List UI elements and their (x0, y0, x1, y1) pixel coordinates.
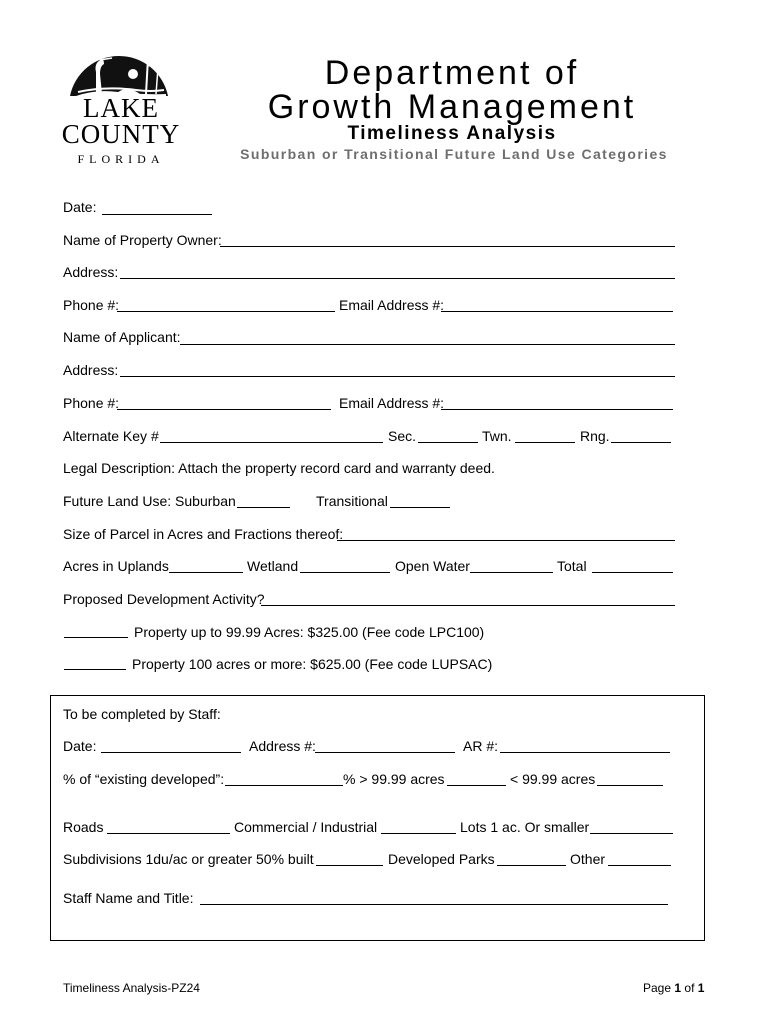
section-label: Sec. (388, 428, 417, 444)
logo-text-florida: FLORIDA (77, 152, 165, 166)
subdivisions-label: Subdivisions 1du/ac or greater 50% built (63, 851, 314, 867)
other-field[interactable] (608, 865, 671, 866)
lots-field[interactable] (590, 833, 673, 834)
parks-field[interactable] (497, 865, 566, 866)
applicant-phone-label: Phone #: (63, 395, 120, 411)
county-logo (56, 34, 186, 164)
page-current: 1 (674, 981, 682, 995)
staff-address-field[interactable] (315, 752, 455, 753)
township-field[interactable] (515, 442, 575, 443)
total-label: Total (557, 558, 587, 574)
owner-email-label: Email Address #: (339, 297, 445, 313)
less-acres-field[interactable] (597, 785, 663, 786)
staff-date-label: Date: (63, 738, 97, 754)
applicant-email-field[interactable] (441, 409, 673, 410)
applicant-email-label: Email Address #: (339, 395, 445, 411)
applicant-address-label: Address: (63, 362, 119, 378)
proposed-activity-field[interactable] (261, 605, 675, 606)
logo-text-lake: LAKE (83, 93, 159, 123)
owner-address-label: Address: (63, 264, 119, 280)
form-subtitle: Timeliness Analysis (347, 123, 557, 144)
owner-phone-label: Phone #: (63, 297, 120, 313)
parcel-size-field[interactable] (337, 540, 675, 541)
staff-address-label: Address #: (249, 738, 316, 754)
owner-label: Name of Property Owner: (63, 232, 222, 248)
existing-developed-label: % of “existing developed”: (63, 771, 225, 787)
existing-developed-field[interactable] (225, 785, 343, 786)
fee-option-1-checkline[interactable] (64, 637, 128, 638)
staff-ar-label: AR #: (463, 738, 499, 754)
subdivisions-field[interactable] (316, 865, 383, 866)
open-water-label: Open Water (395, 558, 470, 574)
greater-acres-label: % > 99.99 acres (343, 771, 445, 787)
applicant-phone-field[interactable] (117, 409, 331, 410)
owner-email-field[interactable] (441, 311, 673, 312)
wetland-label: Wetland (247, 558, 299, 574)
of-word: of (684, 981, 695, 995)
range-field[interactable] (611, 442, 671, 443)
applicant-field[interactable] (180, 344, 675, 345)
legal-description-note: Legal Description: Attach the property record card and warranty deed. (63, 460, 495, 476)
parks-label: Developed Parks (388, 851, 495, 867)
staff-date-field[interactable] (101, 752, 241, 753)
date-field[interactable] (102, 214, 212, 215)
fee-option-2-checkline[interactable] (64, 669, 126, 670)
greater-acres-field[interactable] (447, 785, 506, 786)
fee-option-1-label: Property up to 99.99 Acres: $325.00 (Fee code LPC100) (134, 624, 485, 640)
roads-label: Roads (63, 819, 104, 835)
proposed-activity-label: Proposed Development Activity? (63, 591, 265, 607)
commercial-label: Commercial / Industrial (234, 819, 378, 835)
transitional-label: Transitional (316, 493, 388, 509)
alternate-key-label: Alternate Key # (63, 428, 159, 444)
future-land-use-label: Future Land Use: Suburban (63, 493, 236, 509)
staff-name-title-field[interactable] (200, 904, 668, 905)
lots-label: Lots 1 ac. Or smaller (460, 819, 590, 835)
staff-section-heading: To be completed by Staff: (63, 706, 221, 722)
transitional-field[interactable] (390, 507, 450, 508)
total-field[interactable] (592, 572, 673, 573)
logo-text-county: COUNTY (61, 119, 181, 149)
other-label: Other (570, 851, 606, 867)
wetland-field[interactable] (300, 572, 390, 573)
date-label: Date: (63, 199, 97, 215)
fee-option-2-label: Property 100 acres or more: $625.00 (Fee code LUPSAC) (132, 656, 493, 672)
applicant-address-field[interactable] (120, 376, 675, 377)
alternate-key-field[interactable] (160, 442, 383, 443)
parcel-size-label: Size of Parcel in Acres and Fractions thereof: (63, 526, 344, 542)
range-label: Rng. (580, 428, 610, 444)
roads-field[interactable] (107, 833, 230, 834)
suburban-field[interactable] (237, 507, 290, 508)
uplands-label: Acres in Uplands (63, 558, 169, 574)
page-word: Page (643, 981, 672, 995)
open-water-field[interactable] (470, 572, 553, 573)
uplands-field[interactable] (169, 572, 243, 573)
page-title-line1: Department of (324, 54, 580, 92)
footer-page-number (643, 981, 704, 995)
owner-field[interactable] (220, 246, 675, 247)
page-total: 1 (697, 981, 705, 995)
less-acres-label: < 99.99 acres (510, 771, 596, 787)
applicant-label: Name of Applicant: (63, 329, 181, 345)
owner-phone-field[interactable] (117, 311, 335, 312)
section-field[interactable] (418, 442, 478, 443)
owner-address-field[interactable] (120, 278, 675, 279)
commercial-field[interactable] (381, 833, 456, 834)
staff-name-title-label: Staff Name and Title: (63, 890, 194, 906)
form-category: Suburban or Transitional Future Land Use Categories (240, 146, 668, 162)
township-label: Twn. (482, 428, 512, 444)
page-title-line2: Growth Management (267, 88, 637, 126)
footer-form-code: Timeliness Analysis-PZ24 (63, 981, 200, 995)
staff-ar-field[interactable] (500, 752, 670, 753)
